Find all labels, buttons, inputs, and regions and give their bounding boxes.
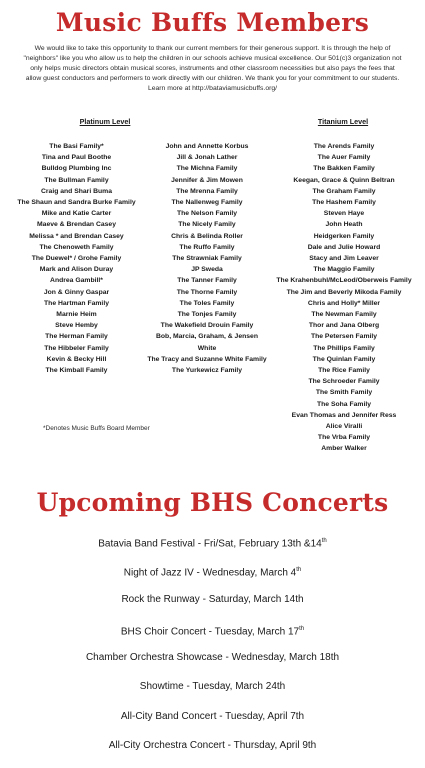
member-name: The Nallenweg Family <box>171 199 243 207</box>
member-name: Kevin & Becky Hill <box>46 355 107 363</box>
member-name: Dale and Julie Howard <box>307 243 381 251</box>
member-name: Andrea Gambill* <box>50 277 103 285</box>
concert-ordinal-suffix: th <box>299 625 305 632</box>
member-name: The Tanner Family <box>177 277 237 285</box>
member-name: Melissa * and Brendan Casey <box>29 232 124 240</box>
member-name: The Vrba Family <box>317 434 371 442</box>
member-name: The Thorne Family <box>176 288 238 296</box>
member-name: Bulldog Plumbing Inc <box>41 165 112 173</box>
member-name: The Hartman Family <box>44 299 109 307</box>
concert-item <box>0 622 425 651</box>
member-name: The Chenoweth Family <box>39 243 114 251</box>
member-name: The Krahenbuhl/McLeod/Oberweis Family <box>276 277 412 285</box>
concert-text: Rock the Runway - Saturday, March 14th <box>121 593 304 605</box>
member-name: The Auer Family <box>317 154 371 162</box>
member-name: Marnie Heim <box>56 311 97 319</box>
member-name: Keegan, Grace & Quinn Beltran <box>293 176 395 184</box>
member-name: The Phillips Family <box>313 344 375 352</box>
concert-text: All-City Band Concert - Tuesday, April 7th <box>120 710 305 722</box>
concert-item <box>0 680 425 709</box>
concert-text: BHS Choir Concert - Tuesday, March 17 <box>120 626 300 638</box>
member-name: Tina and Paul Boothe <box>41 154 112 162</box>
member-name: Maeve & Brendan Casey <box>37 221 116 229</box>
titanium-level-heading: Titanium Level <box>317 117 369 126</box>
titanium-list <box>264 141 424 455</box>
member-name: The Nelson Family <box>176 210 238 218</box>
member-name: The Yurkewicz Family <box>171 367 243 375</box>
member-name: The Newman Family <box>311 311 377 319</box>
member-name: The Wakefield Drouin Family <box>160 322 254 330</box>
member-name: The Rice Family <box>318 367 370 375</box>
concert-ordinal-suffix: th <box>321 538 327 544</box>
platinum-level-heading: Platinum Level <box>79 117 131 126</box>
member-name: The Graham Family <box>312 187 376 195</box>
member-name: Jon & Ginny Gaspar <box>43 288 110 296</box>
concert-item <box>0 593 425 622</box>
member-name: The Shaun and Sandra Burke Family <box>17 199 136 207</box>
concert-text: All-City Orchestra Concert - Thursday, April 9th <box>108 740 317 752</box>
board-member-footnote: *Denotes Music Buffs Board Member <box>43 425 150 432</box>
platinum-list-right <box>146 141 268 376</box>
concert-text: Showtime - Tuesday, March 24th <box>139 681 286 693</box>
member-name: The Ruffo Family <box>179 243 235 251</box>
member-name: The Jim and Beverly Mikoda Family <box>286 288 402 296</box>
platinum-list-left <box>4 141 149 376</box>
member-name: Jennifer & Jim Mowen <box>171 176 243 184</box>
concert-item <box>0 563 425 592</box>
member-name: Alice Viralli <box>325 423 363 431</box>
member-name: Chris & Belinda Roller <box>171 232 243 240</box>
concert-item <box>0 710 425 739</box>
member-name: Chris and Holly* Miller <box>307 299 381 307</box>
member-name: Steve Hemby <box>55 322 98 330</box>
member-name: The Bakken Family <box>313 165 375 173</box>
concert-text: Chamber Orchestra Showcase - Wednesday, March 18th <box>85 652 340 664</box>
member-name: The Herman Family <box>45 333 108 341</box>
concert-ordinal-suffix: th <box>296 567 302 574</box>
member-name: Stacy and Jim Leaver <box>309 255 379 263</box>
member-name: Thor and Jana Olberg <box>308 322 380 330</box>
member-name: The Duewel* / Grohe Family <box>31 255 122 263</box>
concert-item <box>0 534 425 563</box>
member-name: The Strawniak Family <box>172 255 242 263</box>
member-name: The Kimball Family <box>45 367 108 375</box>
member-name: Craig and Shari Buma <box>40 187 112 195</box>
member-name: Mark and Alison Duray <box>39 266 114 274</box>
member-name: John Heath <box>325 221 363 229</box>
member-name: Bob, Marcia, Graham, & Jensen White <box>156 333 258 352</box>
member-name: Mike and Katie Carter <box>41 210 112 218</box>
member-name: The Michna Family <box>176 165 238 173</box>
member-name: The Schroeder Family <box>308 378 380 386</box>
member-name: The Tracy and Suzanne White Family <box>147 355 267 363</box>
members-title: Music Buffs Members <box>55 8 370 37</box>
member-name: Jill & Jonah Lather <box>176 154 238 162</box>
member-name: Amber Walker <box>321 445 367 453</box>
member-name: The Nicely Family <box>178 221 236 229</box>
member-name: The Smith Family <box>315 389 373 397</box>
member-name: The Maggio Family <box>313 266 375 274</box>
member-name: Steven Haye <box>323 210 365 218</box>
member-name: The Soha Family <box>316 400 371 408</box>
member-name: The Basi Family* <box>49 143 104 150</box>
member-name: Heidgerken Family <box>313 232 375 240</box>
intro-paragraph: We would like to take this opportunity to thank our current members for their generous support. It is through the help of "neighbors" like you who allow us to help the children in our schools achieve musical excellence. Our 501(c)3 organization not only helps music directors obtain musical scores, instruments and other classroom necessities but also pays the fees that allow guest conductors and performers to work directly with our children. We thank you for your commitment to our students. Learn more at http://bataviamusicbuffs.org/ <box>23 45 402 92</box>
member-name: The Quinlan Family <box>312 355 376 363</box>
concert-text: Night of Jazz IV - Wednesday, March 4 <box>123 567 297 579</box>
concerts-title: Upcoming BHS Concerts <box>36 488 389 517</box>
member-name: The Arends Family <box>313 143 375 150</box>
member-name: The Toles Family <box>179 299 235 307</box>
concert-text: Batavia Band Festival - Fri/Sat, February 13th &14 <box>98 538 322 550</box>
member-name: The Bullman Family <box>44 176 109 184</box>
concert-item <box>0 739 425 768</box>
member-name: The Mrenna Family <box>176 187 238 195</box>
concert-list <box>0 534 425 768</box>
member-name: The Petersen Family <box>310 333 378 341</box>
member-name: The Hibbeler Family <box>44 344 109 352</box>
member-name: The Hashem Family <box>312 199 376 207</box>
member-name: The Tonjes Family <box>177 311 237 319</box>
member-name: Evan Thomas and Jennifer Ress <box>291 411 397 419</box>
member-name: John and Annette Korbus <box>165 143 249 150</box>
concert-item <box>0 651 425 680</box>
member-name: JP Sweda <box>191 266 223 274</box>
